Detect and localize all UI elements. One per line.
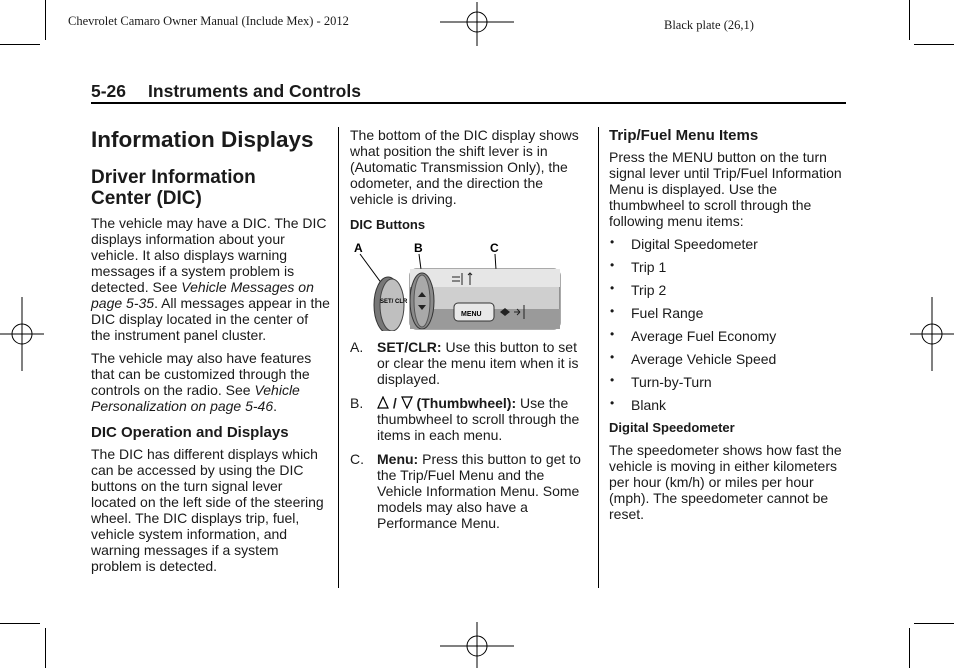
section-rule (91, 102, 846, 104)
list-item: • Average Vehicle Speed (609, 351, 849, 367)
list-item: • Trip 2 (609, 282, 849, 298)
crop-mark (0, 623, 40, 624)
list-item: • Trip 1 (609, 259, 849, 275)
column-1 (91, 127, 331, 581)
list-item (350, 451, 588, 531)
plate-label: Black plate (26,1) (664, 18, 754, 32)
crop-mark (45, 628, 46, 668)
subheading: Digital Speedometer (609, 420, 735, 435)
text: The vehicle may have a DIC. The DIC displays information about your vehicle. It also displays warning messages if a system problem is detected. See (91, 215, 327, 295)
section-heading (91, 81, 361, 102)
column-divider (338, 127, 339, 588)
crop-mark (914, 44, 954, 45)
section-title: Instruments and Controls (148, 81, 361, 101)
section-number: 5-26 (91, 81, 127, 101)
item-text (377, 339, 588, 387)
paragraph: The DIC has different displays which can be accessed by using the DIC buttons on the turn signal lever located on the left side of the steering wheel. The DIC displays trip, fuel, vehicle system information, and warning messages if a system problem is detected. (91, 446, 324, 574)
list-item (350, 339, 588, 387)
column-3 (609, 127, 849, 529)
subsection-title: Driver Information Center (DIC) (91, 167, 256, 209)
paragraph: The speedometer shows how fast the vehicle is moving in either kilometers per hour (km/h) or miles per hour (mph). The speedometer cannot be reset. (609, 442, 842, 522)
registration-mark-icon (0, 297, 44, 371)
figure-label-a: A (354, 241, 363, 255)
paragraph (91, 215, 331, 343)
menu-button-label: MENU (461, 311, 482, 318)
list-item: • Fuel Range (609, 305, 849, 321)
paragraph: Press the MENU button on the turn signal lever until Trip/Fuel Information Menu is displayed. Use the thumbwheel to scroll through the following menu items: (609, 149, 842, 229)
scroll-down-icon (401, 396, 413, 409)
page-title: Information Displays (91, 127, 314, 152)
item-description: Press this button to get to the Trip/Fuel Menu and the Vehicle Information Menu. Some models may also have a Performance Menu. (377, 451, 581, 531)
text: The vehicle may also have features that can be customized through the controls on the radio. See (91, 350, 312, 398)
figure-title: DIC Buttons (350, 217, 426, 232)
paragraph (91, 350, 331, 414)
item-description: Use the thumbwheel to scroll through the items in each menu. (377, 395, 580, 443)
crop-mark (45, 0, 46, 40)
list-item: • Blank (609, 397, 849, 413)
subheading: DIC Operation and Displays (91, 424, 289, 441)
item-label: A. (350, 339, 364, 355)
cross-reference-link[interactable]: Vehicle Messages on page 5-35 (91, 279, 314, 311)
crop-mark (0, 44, 40, 45)
list-item: • Digital Speedometer (609, 236, 849, 252)
crop-mark (914, 623, 954, 624)
text: . All messages appear in the DIC display located in the center of the instrument panel cluster. (91, 295, 330, 343)
crop-mark (909, 0, 910, 40)
item-label: C. (350, 451, 364, 467)
registration-mark-icon (440, 622, 514, 668)
set-clr-button-label: SET/ CLR (380, 299, 408, 305)
paragraph: The bottom of the DIC display shows what position the shift lever is in (Automatic Transmission Only), the odometer, and the direction the vehicle is driving. (350, 127, 579, 207)
item-term: Menu: (377, 451, 419, 467)
dic-buttons-illustration (350, 239, 565, 331)
list-item: • Turn-by-Turn (609, 374, 849, 390)
item-label: B. (350, 395, 364, 411)
column-divider (598, 127, 599, 588)
item-term: (Thumbwheel): (412, 395, 517, 411)
menu-items-list (609, 236, 849, 413)
item-text (377, 451, 588, 531)
figure-label-c: C (490, 241, 499, 255)
manual-title: Chevrolet Camaro Owner Manual (Include Mex) - 2012 (68, 14, 349, 28)
list-item: • Average Fuel Economy (609, 328, 849, 344)
text: . (273, 398, 278, 414)
registration-mark-icon (910, 297, 954, 371)
item-term: SET/CLR: (377, 339, 442, 355)
crop-mark (909, 628, 910, 668)
subheading: Trip/Fuel Menu Items (609, 127, 759, 144)
scroll-up-icon (377, 396, 389, 409)
item-term: / (389, 395, 401, 411)
item-description: Use this button to set or clear the menu item when it is displayed. (377, 339, 579, 387)
item-text (377, 395, 588, 443)
registration-mark-icon (440, 2, 514, 46)
list-item (350, 395, 588, 443)
column-2 (350, 127, 588, 539)
figure-label-b: B (414, 241, 423, 255)
cross-reference-link[interactable]: Vehicle Personalization on page 5-46 (91, 382, 300, 414)
